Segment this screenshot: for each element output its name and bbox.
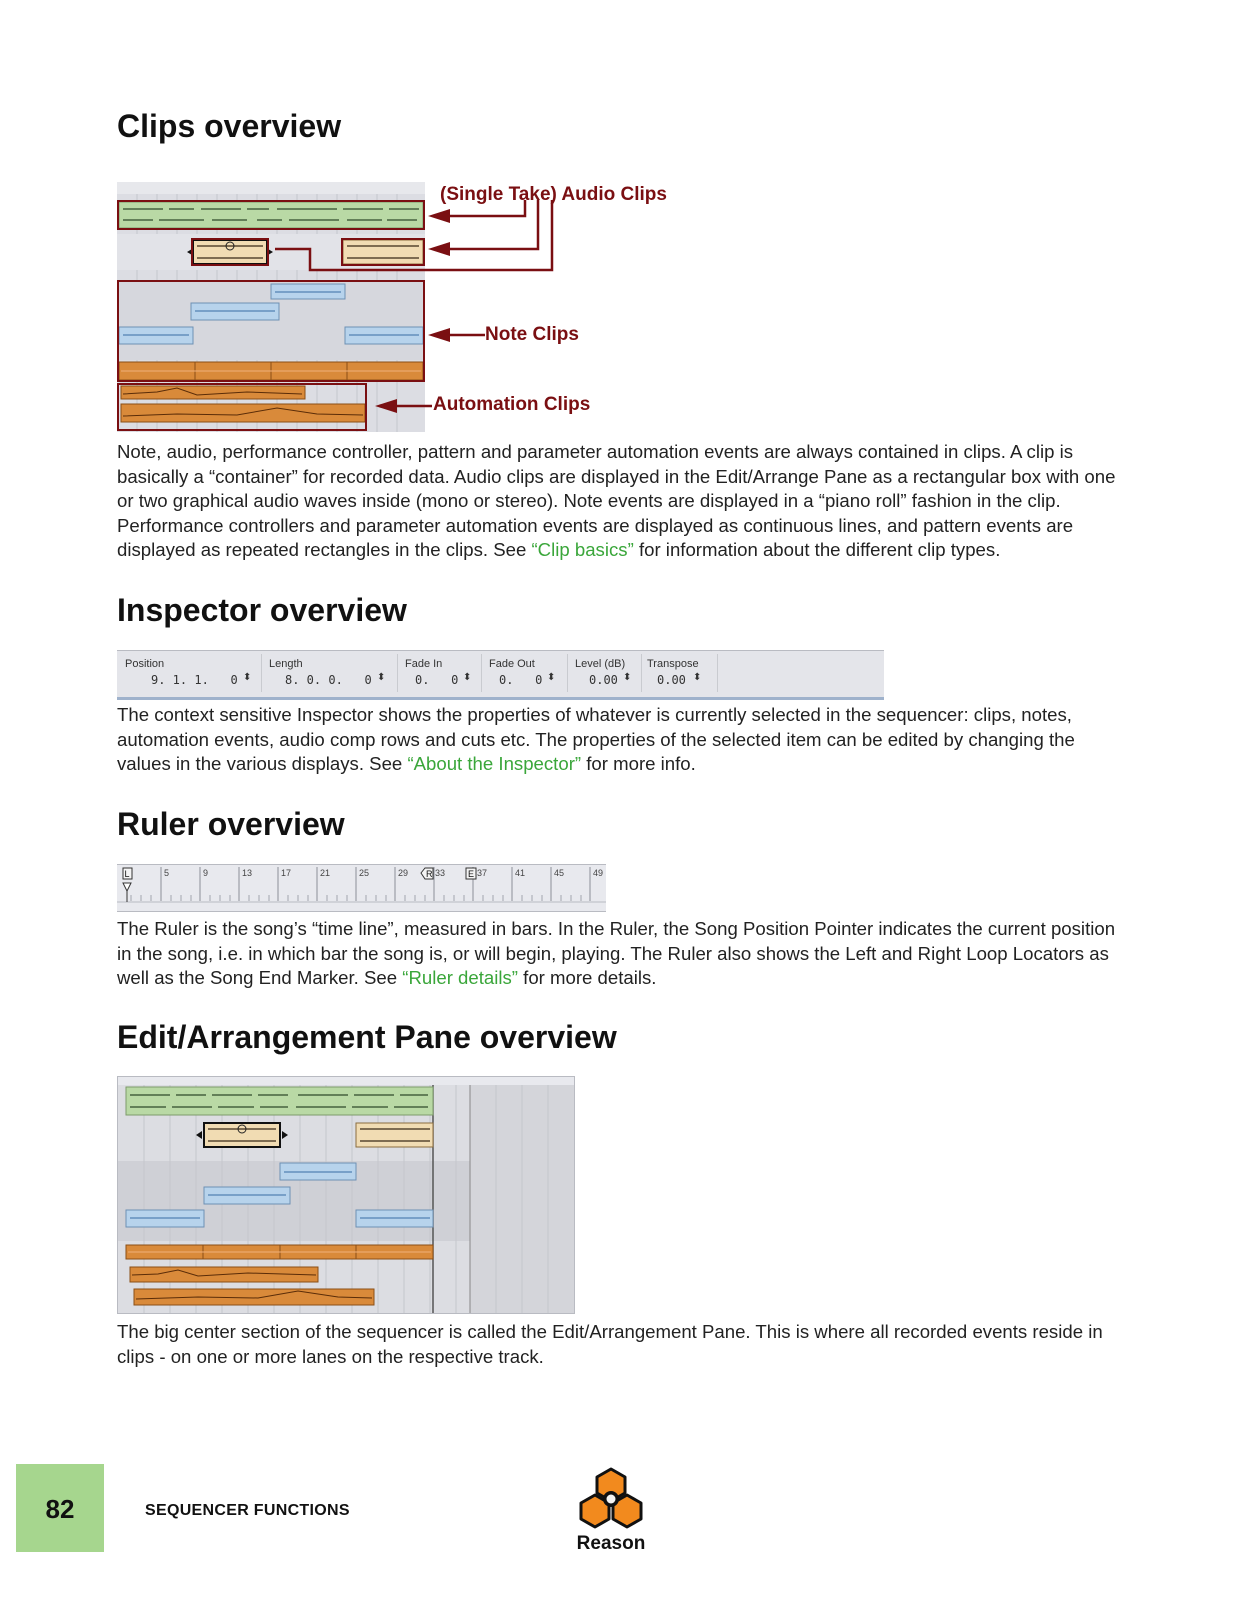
inspector-paragraph-text: The context sensitive Inspector shows the properties of whatever is currently selected in the sequencer: clips, notes, automation events, audio comp rows and cuts etc. The properties of the selected item can be edited by changing the values in the various displays. See bbox=[117, 704, 1075, 775]
ruler-bar-number: 25 bbox=[359, 868, 370, 878]
ruler-paragraph bbox=[117, 917, 1117, 991]
inspector-value: 0. 0 bbox=[415, 673, 459, 687]
inspector-value: 8. 0. 0. 0 bbox=[285, 673, 372, 687]
arrangement-paragraph bbox=[117, 1320, 1117, 1369]
callout-audio-clips: (Single Take) Audio Clips bbox=[440, 184, 667, 205]
stepper-arrows-icon[interactable]: ⬍ bbox=[377, 672, 386, 683]
inspector-field-fade-out[interactable] bbox=[485, 654, 568, 692]
inspector-screenshot bbox=[117, 650, 884, 700]
stepper-arrows-icon[interactable]: ⬍ bbox=[243, 672, 252, 683]
inspector-label: Transpose bbox=[647, 658, 699, 670]
inspector-label: Length bbox=[269, 658, 303, 670]
ruler-bar-number: 45 bbox=[554, 868, 565, 878]
footer-brand: Reason bbox=[576, 1533, 646, 1554]
ruler-left-locator[interactable]: L bbox=[124, 869, 130, 879]
ruler-bar-number: 9 bbox=[203, 868, 209, 878]
inspector-label: Level (dB) bbox=[575, 658, 626, 670]
clips-paragraph-text: Note, audio, performance controller, pattern and parameter automation events are always contained in clips. A clip is basically a “container” for recorded data. Audio clips are displayed in the Edit/Arrange Pane as a rectangular box with one or two graphical audio waves inside (mono or stereo). Note events are displayed in a “piano roll” fashion in the clip. Performance controllers and parameter automation events are displayed as continuous lines, and pattern events are displayed as repeated rectangles in the clips. See bbox=[117, 441, 1116, 561]
ruler-bar-number: 41 bbox=[515, 868, 526, 878]
stepper-arrows-icon[interactable]: ⬍ bbox=[463, 672, 472, 683]
inspector-value: 0.00 bbox=[589, 673, 618, 687]
inspector-field-level[interactable] bbox=[571, 654, 642, 692]
ruler-screenshot bbox=[117, 864, 606, 912]
ruler-bar-number: 33 bbox=[435, 868, 446, 878]
heading-inspector-overview: Inspector overview bbox=[117, 592, 407, 628]
ruler-bar-number: 29 bbox=[398, 868, 409, 878]
ruler-right-locator[interactable]: R bbox=[426, 869, 433, 879]
ruler-bar-number: 17 bbox=[281, 868, 292, 878]
arrangement-paragraph-text: The big center section of the sequencer is called the Edit/Arrangement Pane. This is where all recorded events reside in clips - on one or more lanes on the respective track. bbox=[117, 1321, 1103, 1367]
ruler-bar-number: 37 bbox=[477, 868, 488, 878]
callout-note-clips: Note Clips bbox=[485, 324, 579, 345]
ruler-end-marker[interactable]: E bbox=[468, 869, 475, 879]
link-about-the-inspector[interactable]: “About the Inspector” bbox=[407, 753, 582, 775]
stepper-arrows-icon[interactable]: ⬍ bbox=[623, 672, 632, 683]
ruler-paragraph-after: for more details. bbox=[518, 967, 657, 989]
ruler-bar-number: 5 bbox=[164, 868, 170, 878]
arrangement-pane-screenshot bbox=[117, 1076, 575, 1314]
heading-arrangement-overview: Edit/Arrangement Pane overview bbox=[117, 1019, 617, 1055]
ruler-paragraph-text: The Ruler is the song’s “time line”, measured in bars. In the Ruler, the Song Position Pointer indicates the current position in the song, i.e. in which bar the song is, or will begin, playing. The Ruler also shows the Left and Right Loop Locators as well as the Song End Marker. See bbox=[117, 918, 1116, 989]
link-ruler-details[interactable]: “Ruler details” bbox=[402, 967, 518, 989]
inspector-label: Fade In bbox=[405, 658, 443, 670]
ruler-bar-number: 13 bbox=[242, 868, 253, 878]
inspector-label: Fade Out bbox=[489, 658, 535, 670]
heading-clips-overview: Clips overview bbox=[117, 108, 342, 144]
page-number: 82 bbox=[45, 1494, 75, 1524]
inspector-field-position[interactable] bbox=[121, 654, 262, 692]
reason-logo-icon bbox=[577, 1466, 645, 1532]
inspector-paragraph-after: for more info. bbox=[581, 753, 696, 775]
page-number-box bbox=[16, 1464, 104, 1552]
footer-section-title: SEQUENCER FUNCTIONS bbox=[145, 1502, 350, 1519]
inspector-value: 0. 0 bbox=[499, 673, 543, 687]
callout-automation-clips: Automation Clips bbox=[433, 394, 591, 415]
link-clip-basics[interactable]: “Clip basics” bbox=[531, 539, 634, 561]
inspector-label: Position bbox=[125, 658, 165, 670]
inspector-value: 9. 1. 1. 0 bbox=[151, 673, 238, 687]
inspector-field-fade-in[interactable] bbox=[401, 654, 482, 692]
inspector-value: 0.00 bbox=[657, 673, 686, 687]
inspector-field-transpose[interactable] bbox=[645, 654, 718, 692]
ruler-bar-number: 49 bbox=[593, 868, 604, 878]
inspector-field-length[interactable] bbox=[265, 654, 398, 692]
inspector-paragraph bbox=[117, 703, 1117, 777]
clips-paragraph bbox=[117, 440, 1117, 563]
ruler-bar-number: 21 bbox=[320, 868, 331, 878]
song-position-pointer-icon[interactable] bbox=[123, 883, 131, 891]
heading-ruler-overview: Ruler overview bbox=[117, 806, 345, 842]
clips-paragraph-after: for information about the different clip types. bbox=[633, 539, 1001, 561]
stepper-arrows-icon[interactable]: ⬍ bbox=[547, 672, 556, 683]
stepper-arrows-icon[interactable]: ⬍ bbox=[693, 672, 702, 683]
